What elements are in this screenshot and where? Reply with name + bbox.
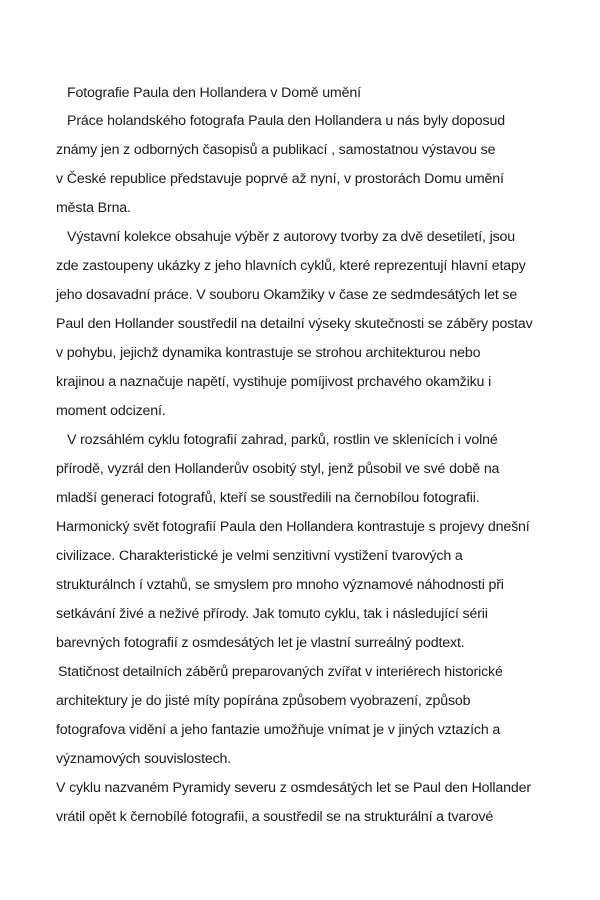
paragraph-3-line-8: barevných fotografií z osmdesátých let je vlastní surreálný podtext. bbox=[56, 635, 465, 651]
paragraph-3-line-2: přírodě, vyzrál den Hollanderův osobitý styl, jenž působil ve své době na bbox=[56, 461, 500, 477]
paragraph-3-line-12: významových souvislostech. bbox=[56, 751, 232, 767]
paragraph-3-line-3: mladší generaci fotografů, kteří se soustředili na černobílou fotografii. bbox=[56, 490, 480, 506]
paragraph-1-line-4: města Brna. bbox=[56, 200, 131, 216]
paragraph-2-line-1: Výstavní kolekce obsahuje výběr z autorovy tvorby za dvě desetiletí, jsou bbox=[67, 229, 516, 245]
paragraph-1-line-2: známy jen z odborných časopisů a publikací , samostatnou výstavou se bbox=[56, 142, 496, 158]
paragraph-4-line-2: vrátil opět k černobílé fotografii, a soustředil se na strukturální a tvarové bbox=[56, 809, 494, 825]
document-title: Fotografie Paula den Hollandera v Domě umění bbox=[67, 85, 361, 101]
paragraph-2-line-4: Paul den Hollander soustředil na detailní výseky skutečnosti se záběry postav bbox=[56, 316, 533, 332]
paragraph-3-line-7: setkávání živé a neživé přírody. Jak tomuto cyklu, tak i následující sérii bbox=[56, 606, 488, 622]
paragraph-3-line-10: architektury je do jisté míty popírána způsobem vyobrazení, způsob bbox=[56, 693, 471, 709]
paragraph-3-line-5: civilizace. Charakteristické je velmi senzitivní vystižení tvarových a bbox=[56, 548, 463, 564]
paragraph-3-line-11: fotografova vidění a jeho fantazie umožňuje vnímat je v jiných vztazích a bbox=[56, 722, 501, 738]
paragraph-3-line-1: V rozsáhlém cyklu fotografií zahrad, parků, rostlin ve sklenících i volné bbox=[67, 432, 498, 448]
paragraph-4-line-1: V cyklu nazvaném Pyramidy severu z osmdesátých let se Paul den Hollander bbox=[56, 780, 531, 796]
paragraph-2-line-6: krajinou a naznačuje napětí, vystihuje pomíjivost prchavého okamžiku i bbox=[56, 374, 492, 390]
paragraph-2-line-2: zde zastoupeny ukázky z jeho hlavních cyklů, které reprezentují hlavní etapy bbox=[56, 258, 526, 274]
paragraph-3-line-4: Harmonický svět fotografií Paula den Hollandera kontrastuje s projevy dnešní bbox=[56, 519, 530, 535]
paragraph-1-line-1: Práce holandského fotografa Paula den Hollandera u nás byly doposud bbox=[67, 113, 505, 129]
paragraph-3-line-6: strukturálnch í vztahů, se smyslem pro mnoho významové náhodnosti při bbox=[56, 577, 504, 593]
paragraph-2-line-5: v pohybu, jejichž dynamika kontrastuje se strohou architekturou nebo bbox=[56, 345, 481, 361]
paragraph-1-line-3: v České republice představuje poprvé až nyní, v prostorách Domu umění bbox=[56, 171, 504, 187]
paragraph-2-line-3: jeho dosavadní práce. V souboru Okamžiky v čase ze sedmdesátých let se bbox=[56, 287, 518, 303]
paragraph-3-line-9: Statičnost detailních záběrů preparovaných zvířat v interiérech historické bbox=[58, 664, 503, 680]
paragraph-2-line-7: moment odcizení. bbox=[56, 403, 166, 419]
